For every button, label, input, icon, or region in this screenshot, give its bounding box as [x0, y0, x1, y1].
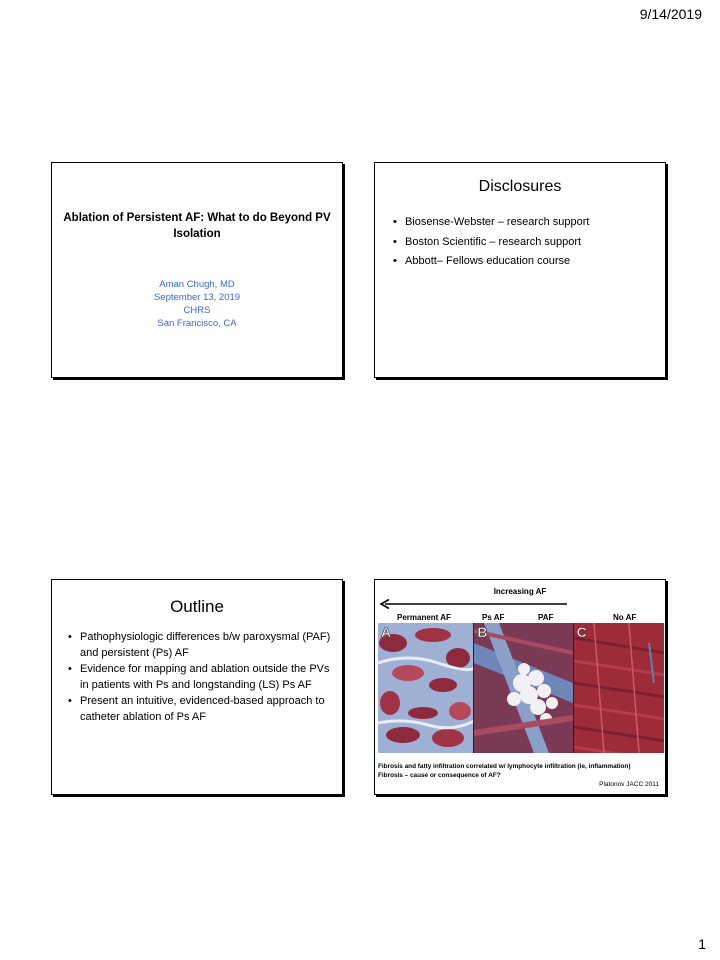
disclosures-heading: Disclosures	[478, 178, 562, 195]
list-item: • Present an intuitive, evidenced-based approach to catheter ablation of Ps AF	[66, 693, 334, 725]
slide-title-heading: Ablation of Persistent AF: What to do Beyond PV Isolation	[63, 212, 331, 240]
panel-letter-b: B	[477, 624, 488, 640]
outline-heading: Outline	[170, 597, 224, 616]
histology-caption	[378, 762, 662, 780]
increasing-af-label: Increasing AF	[493, 587, 547, 596]
caption-line: Fibrosis and fatty infiltration correlated w/ lymphocyte infiltration (ie, inflammation)	[378, 763, 631, 770]
slide-title	[51, 162, 343, 378]
slide-outline	[51, 579, 343, 795]
citation: Platonov JACC 2011	[599, 781, 659, 788]
slide-disclosures	[374, 162, 666, 378]
histology-panel-c	[574, 623, 664, 753]
slide-title-meta	[52, 278, 342, 330]
organization: CHRS	[183, 305, 211, 316]
outline-list	[66, 629, 334, 725]
list-item: • Pathophysiologic differences b/w paroxysmal (PAF) and persistent (Ps) AF	[66, 629, 334, 661]
location: San Francisco, CA	[157, 318, 237, 329]
panel-letter-a: A	[381, 624, 392, 640]
list-item: • Boston Scientific – research support	[391, 233, 657, 253]
label-no-af: No AF	[613, 613, 637, 622]
list-item: • Abbott– Fellows education course	[391, 252, 657, 272]
list-item: • Biosense-Webster – research support	[391, 213, 657, 233]
histology-panels	[378, 623, 664, 753]
label-permanent-af: Permanent AF	[397, 613, 451, 622]
disclosures-list	[391, 213, 657, 272]
presentation-date: September 13, 2019	[153, 292, 241, 303]
left-arrow-icon	[379, 599, 567, 609]
label-ps-af: Ps AF	[482, 613, 505, 622]
panel-letter-c: C	[576, 624, 587, 640]
histology-panel-b	[474, 623, 573, 753]
slide-histology	[374, 579, 666, 795]
page-number: 1	[698, 936, 706, 952]
author: Aman Chugh, MD	[159, 279, 235, 290]
page-date: 9/14/2019	[639, 6, 702, 22]
label-paf: PAF	[538, 613, 554, 622]
caption-line: Fibrosis – cause or consequence of AF?	[378, 772, 501, 779]
list-item: • Evidence for mapping and ablation outside the PVs in patients with Ps and longstanding (LS) Ps AF	[66, 661, 334, 693]
histology-panel-a	[378, 623, 474, 753]
